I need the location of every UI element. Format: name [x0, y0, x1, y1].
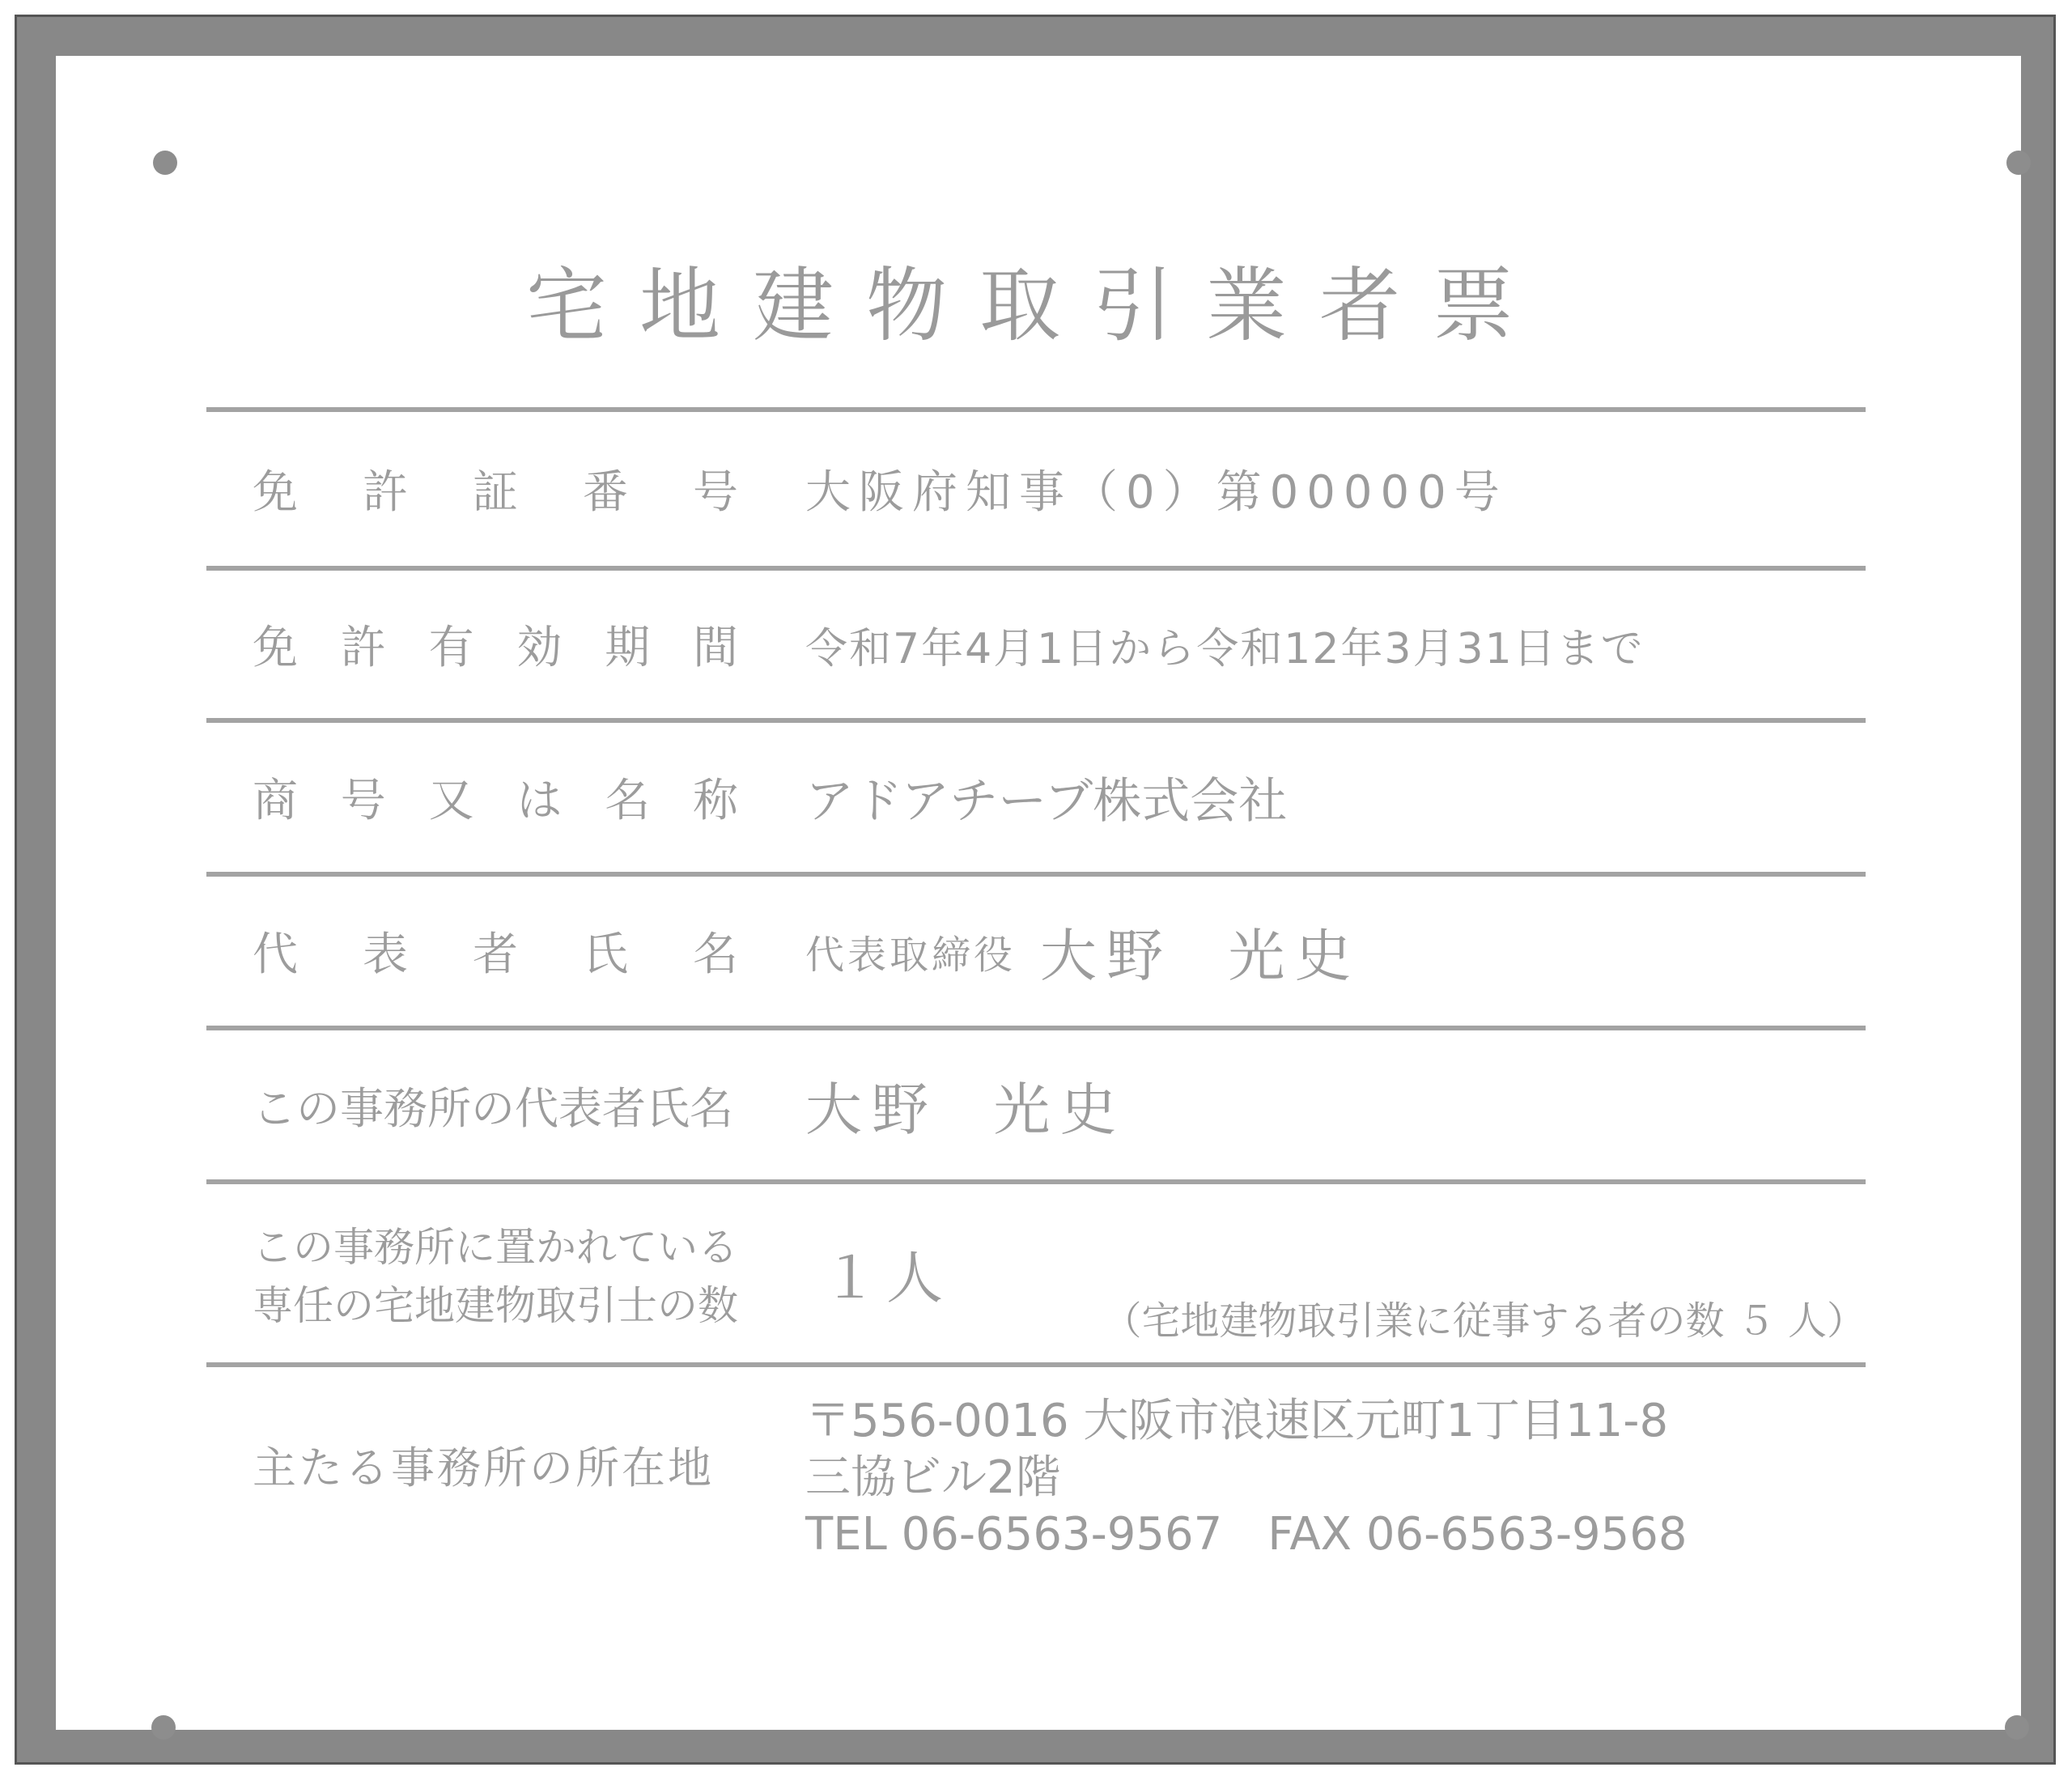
label-char: 号: [340, 775, 386, 827]
address-label: 主たる事務所の所在地: [253, 1442, 714, 1493]
address-line2: 三協ビル2階: [805, 1451, 1061, 1504]
row-label: [253, 571, 738, 718]
label-char: 期: [605, 622, 651, 674]
label-char: 効: [516, 622, 563, 674]
row-label: [253, 412, 738, 566]
screw-bottom-right: [2005, 1715, 2029, 1740]
row-address: [206, 1367, 1866, 1561]
label-char: 氏: [583, 928, 628, 981]
office-rep-value: 大野 光史: [805, 1076, 1127, 1143]
label-char: 番: [583, 466, 628, 519]
label-char: は: [516, 775, 563, 827]
label-char: 号: [693, 466, 738, 519]
row-license-number: [206, 412, 1866, 566]
label-char: 称: [692, 775, 738, 827]
row-office-representative: [206, 1030, 1866, 1179]
agents-label: [253, 1218, 738, 1335]
row-validity-period: [206, 571, 1866, 718]
agents-note: （宅地建物取引業に従事する者の数 ５ 人）: [1102, 1298, 1866, 1344]
label-char: 許: [340, 622, 386, 674]
label-char: 有: [428, 622, 474, 674]
agents-label-line2: 専任の宅地建物取引士の数: [253, 1282, 738, 1329]
validity-period-value: 令和7年4月1日から令和12年3月31日まで: [805, 624, 1645, 673]
row-trade-name: [206, 723, 1866, 872]
label-char: 代: [253, 928, 298, 981]
license-number-value: 大阪府知事（0）第00000号: [805, 466, 1508, 519]
label-char: 証: [473, 466, 518, 519]
label-char: 又: [428, 775, 474, 827]
representative-name: 大野 光史: [1040, 922, 1361, 989]
row-label: [253, 877, 738, 1026]
office-rep-label: この事務所の代表者氏名: [253, 1082, 733, 1134]
agents-label-line1: この事務所に置かれている: [253, 1224, 738, 1271]
row-agents-count: [206, 1184, 1866, 1362]
label-char: 間: [692, 622, 738, 674]
address-value: [805, 1393, 1688, 1563]
representative-title: 代表取締役: [805, 932, 1017, 978]
label-char: 者: [473, 928, 518, 981]
plate-title: 宅地建物取引業者票: [526, 258, 1546, 353]
agents-value: １人: [822, 1244, 951, 1311]
label-char: 免: [253, 622, 298, 674]
label-char: 許: [363, 466, 408, 519]
screw-top-left: [153, 151, 177, 175]
address-line1: 〒556-0016 大阪市浪速区元町1丁目11-8: [805, 1395, 1669, 1447]
screw-bottom-left: [151, 1715, 176, 1740]
address-contact: TEL 06-6563-9567 FAX 06-6563-9568: [805, 1508, 1688, 1561]
label-char: 免: [253, 466, 298, 519]
trade-name-value: アドアチーブ株式会社: [805, 773, 1288, 830]
row-label: [253, 723, 738, 872]
label-char: 名: [693, 928, 738, 981]
label-char: 表: [363, 928, 408, 981]
row-representative: [206, 877, 1866, 1026]
screw-top-right: [2006, 151, 2031, 175]
label-char: 商: [253, 775, 298, 827]
label-char: 名: [605, 775, 651, 827]
representative-value: [805, 877, 1361, 1026]
